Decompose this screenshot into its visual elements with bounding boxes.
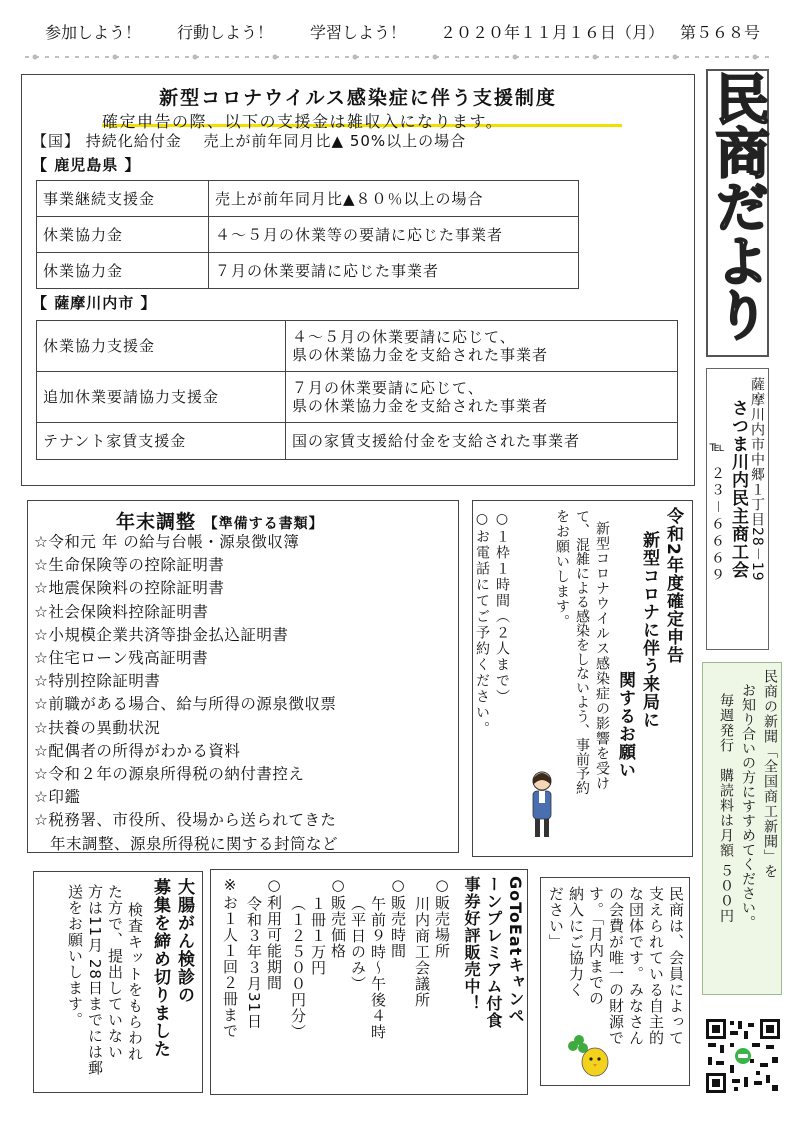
visit-notice-section <box>472 500 693 857</box>
staff-illustration-icon <box>525 769 559 841</box>
notice-bullet-1: ○１枠１時間（２人まで） <box>494 511 510 705</box>
support-desc <box>286 423 678 460</box>
table-row <box>37 423 678 460</box>
goto-time-label: ○販売時間 <box>389 876 407 959</box>
notice-body-2: て、混雑による感染をしないよう、事前予約 <box>574 509 590 795</box>
goto-time: 午前９時～午後４時 <box>369 896 387 1040</box>
goto-place-label: ○販売場所 <box>433 876 451 959</box>
support-desc-line: ４～５月の休業要請に応じて、 <box>292 328 516 346</box>
goto-period-label: ○利用可能期間 <box>265 876 283 991</box>
notice-title-3: 関するお願い <box>615 671 635 779</box>
notice-body-3: をお願いします。 <box>554 509 570 629</box>
list-item: ☆社会保険料控除証明書 <box>34 602 209 621</box>
city-label: 【 薩摩川内市 】 <box>32 294 157 312</box>
list-item: ☆令和２年の源泉所得税の納付書控え <box>34 765 305 784</box>
member-line-6: 納入にご協力く <box>567 886 585 998</box>
slogan-2: 行動しよう！ <box>177 23 274 42</box>
support-desc <box>286 372 678 423</box>
city-table <box>36 320 678 460</box>
support-section <box>21 74 695 486</box>
goto-price-label: ○販売価格 <box>329 876 347 959</box>
member-line-4: の会費が唯一の財源で <box>607 886 625 1046</box>
notice-title-2: 新型コロナに伴う来局に <box>639 531 659 729</box>
list-item: ☆生命保険等の控除証明書 <box>34 556 225 575</box>
goto-title-1: GoToEatキャンペ <box>506 876 525 1025</box>
support-subtitle: 確定申告の際、以下の支援金は雑収入になります。 <box>102 112 504 131</box>
publisher-tel: ℡ ２３－６６６９ <box>709 439 725 585</box>
goto-place: 川内商工会議所 <box>413 896 431 1008</box>
table-row <box>37 217 579 253</box>
member-line-2: 支えられている自主的 <box>647 886 665 1046</box>
support-title: 新型コロナウイルス感染症に伴う支援制度 <box>159 87 557 109</box>
colon-title-2: 募集を締め切りました <box>150 878 170 1058</box>
list-item: ☆前職がある場合、給与所得の源泉徴収票 <box>34 695 337 714</box>
page-header <box>0 0 794 58</box>
support-desc-line: 県の休業協力金を支給された事業者 <box>292 397 549 415</box>
year-end-title-main: 年末調整 <box>116 511 197 533</box>
table-row <box>37 321 678 372</box>
newsletter-masthead <box>706 69 769 357</box>
list-item: ☆地震保険料の控除証明書 <box>34 579 225 598</box>
list-item: 年末調整、源泉所得税に関する封筒など <box>34 834 339 853</box>
support-desc: 売上が前年同月比▲８０％以上の場合 <box>209 181 579 217</box>
promo-line-1: 民商の新聞「全国商工新聞」を <box>762 669 778 879</box>
table-row <box>37 181 579 217</box>
support-desc <box>286 321 678 372</box>
publisher-info <box>706 368 769 650</box>
colon-screening-section <box>33 871 203 1093</box>
year-end-title <box>116 507 324 534</box>
goto-note: ※お１人１回２冊まで <box>221 876 239 1039</box>
goto-time-note: （平日のみ） <box>349 896 367 992</box>
table-row <box>37 372 678 423</box>
colon-body-3: 方は11月 28日までには郵 <box>86 884 104 1076</box>
colon-body-1: 検査キットをもらわれ <box>126 902 144 1062</box>
member-line-7: ださい」 <box>547 886 565 950</box>
header-divider <box>25 52 770 62</box>
goto-title-3: 事券好評販売中！ <box>462 876 481 1012</box>
support-name: 追加休業要請協力支援金 <box>37 372 286 423</box>
list-item: ☆住宅ローン残高証明書 <box>34 649 209 668</box>
member-line-3: な団体です。みなさん <box>627 886 645 1046</box>
colon-body-4: 送をお願いします。 <box>66 884 84 1028</box>
membership-fee-section <box>540 877 690 1086</box>
national-support: 【国】 持続化給付金 売上が前年同月比▲ 50%以上の場合 <box>32 132 467 150</box>
goto-period: 令和３年３月31日 <box>245 896 263 1030</box>
year-end-title-sub: 【準備する書類】 <box>203 516 324 532</box>
notice-title-1: 令和2年度確定申告 <box>663 507 683 664</box>
promo-line-3: 毎週発行 購読料は月額 ５００円 <box>718 693 734 924</box>
goto-price: １冊１万円 <box>309 896 327 976</box>
year-end-section <box>27 500 459 853</box>
list-item: ☆配偶者の所得がわかる資料 <box>34 741 241 760</box>
issue-date: ２０２０年１１月１６日（月） <box>440 23 665 42</box>
support-name: 休業協力金 <box>37 253 209 289</box>
publisher-name: さつま川内民主商工会 <box>728 399 748 579</box>
list-item: ☆令和元 年 の給与台帳・源泉徴収簿 <box>34 533 300 551</box>
list-item: ☆印鑑 <box>34 788 81 807</box>
support-desc: ４～５月の休業等の要請に応じた事業者 <box>209 217 579 253</box>
prefecture-label: 【 鹿児島県 】 <box>32 156 141 174</box>
list-item: ☆税務署、市役所、役場から送られてきた <box>34 811 337 830</box>
list-item: ☆小規模企業共済等掛金払込証明書 <box>34 625 289 644</box>
member-line-1: 民商は、会員によって <box>667 886 685 1046</box>
support-name: テナント家賃支援金 <box>37 423 286 460</box>
member-line-5: す。「月内までの <box>587 886 605 1007</box>
list-item: ☆扶養の異動状況 <box>34 718 161 737</box>
masthead-title: 民商だより <box>707 71 770 341</box>
support-desc-line: 国の家賃支援給付金を支給された事業者 <box>292 432 581 450</box>
colon-title-1: 大腸がん検診の <box>174 878 194 1004</box>
issue-number: 第５６８号 <box>680 23 761 42</box>
promo-line-2: お知り合いの方にすすめてください。 <box>740 683 756 930</box>
list-item: ☆特別控除証明書 <box>34 672 161 691</box>
qr-code-icon <box>704 1017 782 1095</box>
support-desc: ７月の休業要請に応じた事業者 <box>209 253 579 289</box>
prefecture-table <box>36 180 579 289</box>
document-list <box>34 531 338 856</box>
support-name: 休業協力金 <box>37 217 209 253</box>
slogan-3: 学習しよう！ <box>310 23 407 42</box>
chick-mascot-icon <box>567 1030 611 1080</box>
goto-title-2: ーンプレミアム付食 <box>484 876 503 1029</box>
newspaper-promo <box>702 662 782 995</box>
goto-price-value: （１２５００円分） <box>289 896 307 1040</box>
support-name: 事業継続支援金 <box>37 181 209 217</box>
publisher-address: 薩摩川内市中郷１丁目28－19 <box>749 377 765 582</box>
slogan-1: 参加しよう！ <box>45 23 142 42</box>
support-desc-line: 県の休業協力金を支給された事業者 <box>292 346 549 364</box>
support-desc-line: ７月の休業要請に応じて、 <box>292 379 484 397</box>
notice-bullet-2: ○お電話にてご予約ください。 <box>474 511 490 737</box>
colon-body-2: た方で、提出していない <box>106 884 124 1060</box>
table-row <box>37 253 579 289</box>
notice-body-1: 新型コロナウイルス感染症の影響を受け <box>594 521 610 791</box>
goto-eat-section <box>210 869 528 1095</box>
support-name: 休業協力支援金 <box>37 321 286 372</box>
